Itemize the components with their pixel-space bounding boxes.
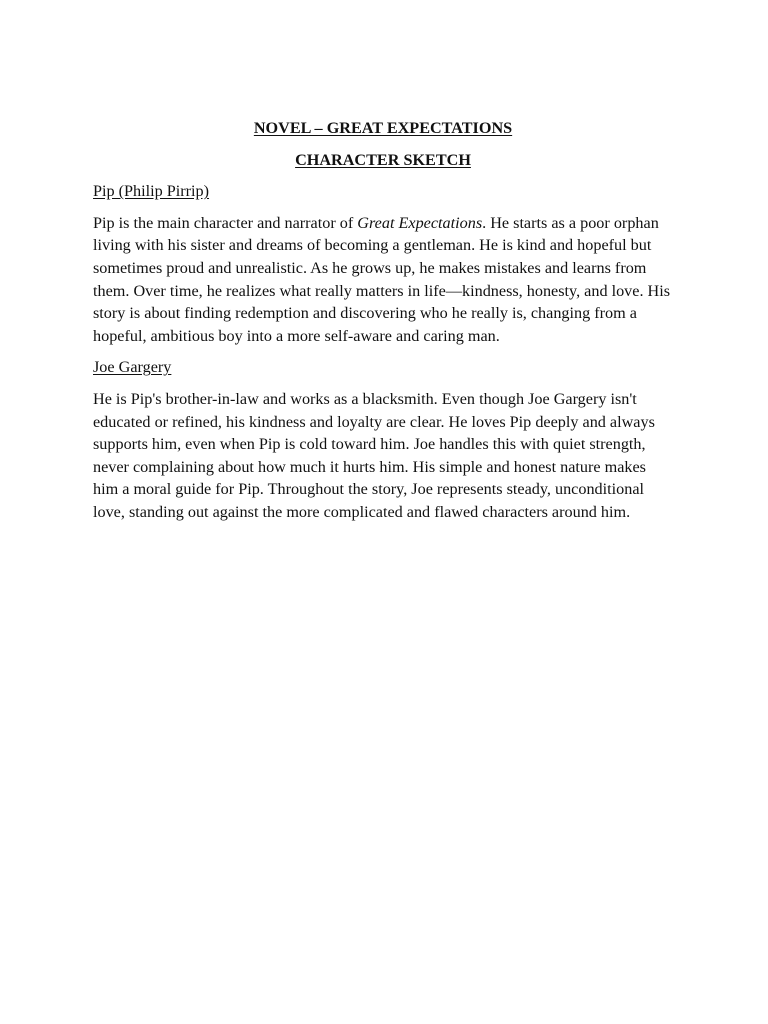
section-paragraph-pip bbox=[93, 212, 673, 348]
section-heading-pip: Pip (Philip Pirrip) bbox=[93, 182, 210, 201]
paragraph-text-end: . He starts as a poor orphan living with his sister and dreams of becoming a gentleman. He is kind and hopeful but sometimes proud and unrealistic. As he grows up, he makes mistakes and learns from them. Over time, he realizes what really matters in life—kindness, honesty, and love. His story is about finding redemption and discovering who he really is, changing from a hopeful, ambitious boy into a more self-aware and caring man. bbox=[93, 213, 671, 345]
section-heading-joe: Joe Gargery bbox=[93, 358, 172, 377]
book-title-italic: Great Expectations bbox=[357, 213, 483, 232]
section-paragraph-joe: He is Pip's brother-in-law and works as a blacksmith. Even though Joe Gargery isn't educated or refined, his kindness and loyalty are clear. He loves Pip deeply and always supports him, even when Pip is cold toward him. Joe handles this with quiet strength, never complaining about how much it hurts him. His simple and honest nature makes him a moral guide for Pip. Throughout the story, Joe represents steady, unconditional love, standing out against the more complicated and flawed characters around him. bbox=[93, 389, 655, 521]
document-subtitle: CHARACTER SKETCH bbox=[295, 150, 471, 169]
document-title: NOVEL – GREAT EXPECTATIONS bbox=[253, 119, 513, 137]
paragraph-text-start: Pip is the main character and narrator of bbox=[93, 213, 358, 232]
document-page bbox=[93, 117, 673, 533]
